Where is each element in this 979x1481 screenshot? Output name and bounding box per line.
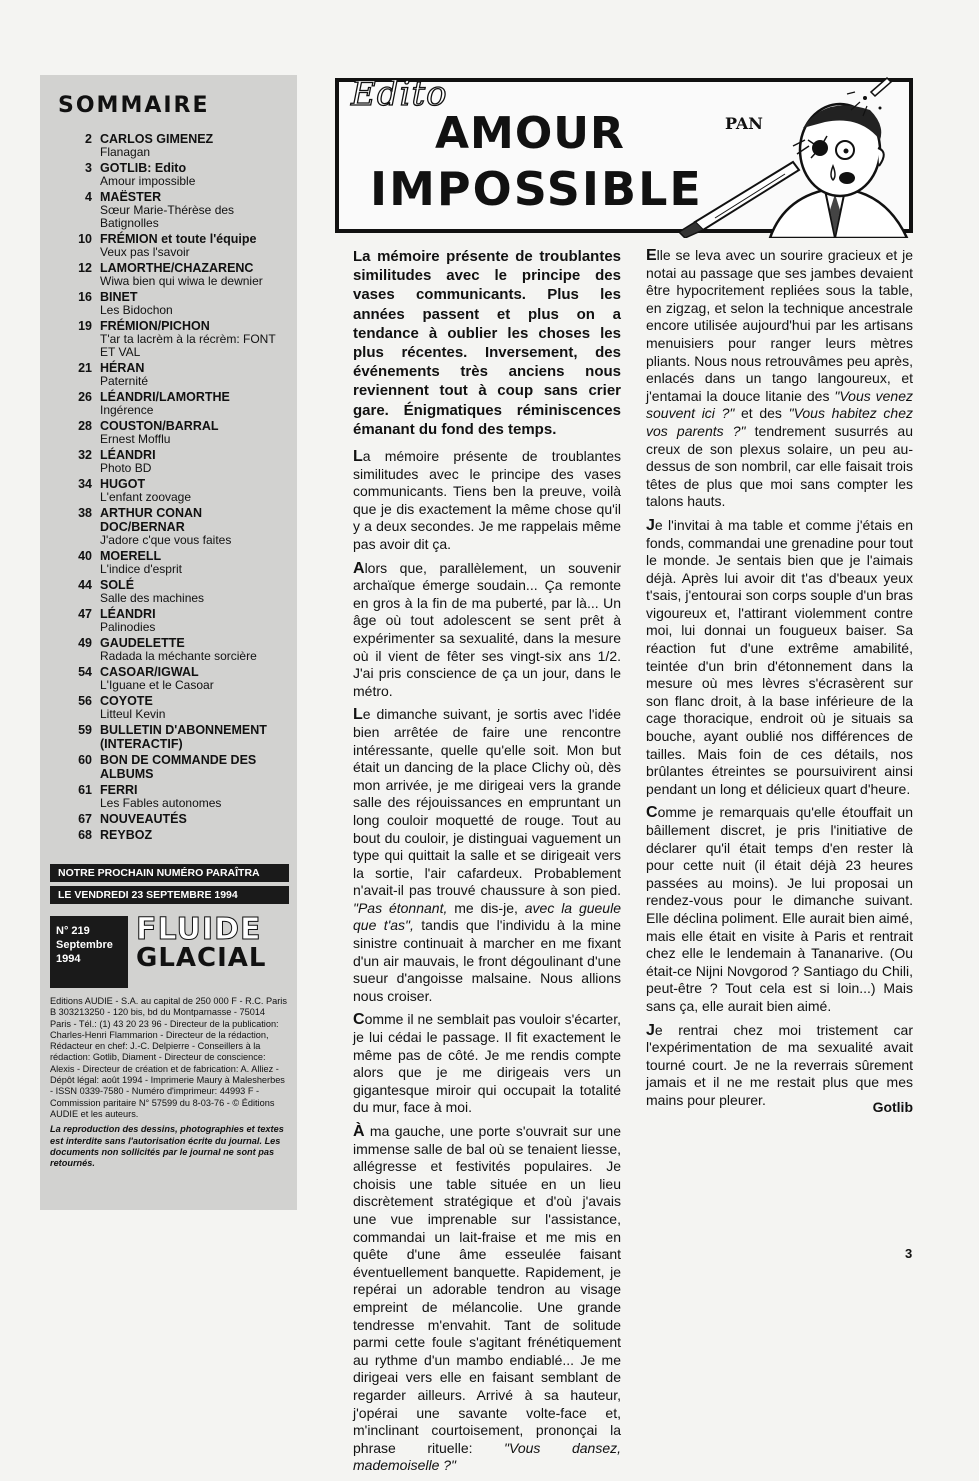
edito-header [335,70,913,238]
toc-subtitle: Amour impossible [100,174,196,188]
toc-page-number: 12 [78,261,92,275]
paragraph [353,448,621,554]
toc-page-number: 4 [85,190,92,204]
paragraph [646,1022,913,1110]
toc-author: LÉANDRI [100,607,156,621]
toc-author: MOERELL [100,549,162,563]
toc-page-number: 40 [78,549,92,563]
paragraph [646,804,913,1015]
toc-page-number: 47 [78,607,92,621]
toc-text [100,477,287,504]
toc-entry [58,319,287,359]
toc-author: REYBOZ [100,828,153,842]
quote: "Vous habitez chez vos parents ?" [646,405,913,439]
toc-subtitle: Ingérence [100,403,154,417]
headline-line-1: AMOUR [435,108,625,159]
toc-page-number: 38 [78,506,92,520]
dropcap: A [353,559,365,577]
next-issue-notice [50,864,289,904]
toc-page-number: 61 [78,783,92,797]
toc-author: GOTLIB: Edito [100,161,187,175]
toc-text [100,419,287,446]
toc-subtitle: Wiwa bien qui wiwa le dewnier [100,274,263,288]
toc-entry [58,477,287,504]
toc-text [100,694,287,721]
paragraph [353,1011,621,1117]
toc-subtitle: L'Iguane et le Casoar [100,678,214,692]
legal-text: Editions AUDIE - S.A. au capital de 250 000 F - R.C. Paris B 303213250 - 120 bis, bd du Montparnasse - 75014 Paris - Tél.: (1) 43 20 23 96 - Directeur de la publication: Charles-Henri Flammarion - Directeur de la rédaction, Rédacteur en chef: J.-C. Delpierre - Conseillers à la rédaction: Gotlib, Diament - Directeur de conscience: Alexis - Directeur de création et de fabrication: A. Alliez - Dépôt légal: août 1994 - Imprimerie Maury à Malesherbes - ISSN 0339-7580 - Numéro d'imprimeur: 44993 F - Commission paritaire N° 57599 du 8-03-76 - © Éditions AUDIE et les auteurs. [50,996,287,1119]
toc-entry [58,665,287,692]
article-lead: La mémoire présente de troublantes similitudes avec le principe des vases communicants. Plus les années passent et plus on a tendance à oublier les choses les plus récentes. Inversement, des événements très anciens nous reviennent tout à coup sans crier gare. Énigmatiques réminiscences émanant du fond des temps. [353,248,621,438]
toc-subtitle: Veux pas l'savoir [100,245,190,259]
toc-author: CARLOS GIMENEZ [100,132,214,146]
paragraph-text: lors que, parallèlement, un souvenir archaïque émerge soudain... Ça remonte en gros à la fin de ma puberté, par là... Un âge où tout adolescent se sent prêt à expérimenter sa sexualité, dans la mesure où il vient de fêter ses vingt-six ans 1/2. J'ai pris conscience de ça un jour, dans le métro. [353,559,621,699]
toc-entry [58,812,287,826]
toc-text [100,636,287,663]
paragraph-text: me dis-je, [454,899,525,916]
toc-author: SOLÉ [100,578,135,592]
toc-author: HUGOT [100,477,146,491]
toc-subtitle: J'adore c'que vous faites [100,533,232,547]
toc-text [100,753,287,781]
toc-page-number: 56 [78,694,92,708]
logo-bottom: GLACIAL [136,943,267,973]
toc-entry [58,578,287,605]
issue-row [50,912,287,988]
paragraph-text: tendrement susurrés au creux de son plexus solaire, un peu au-dessus de son nombril, car elle faisait trois têtes de plus que moi sans compter les talons hauts. [646,422,913,510]
toc-subtitle: Photo BD [100,461,152,475]
toc-author: BULLETIN D'ABONNEMENT (INTERACTIF) [100,723,267,751]
issue-number: N° 219 [56,925,90,937]
page-number: 3 [905,1246,913,1261]
toc-page-number: 54 [78,665,92,679]
toc-text [100,290,287,317]
toc-page-number: 60 [78,753,92,767]
toc-page-number: 26 [78,390,92,404]
toc-page-number: 16 [78,290,92,304]
paragraph [353,706,621,1005]
toc-subtitle: Palinodies [100,620,156,634]
author-signature: Gotlib [872,1098,913,1115]
quote: "Vous venez souvent ici ?" [646,387,914,422]
toc-text [100,506,287,547]
paragraph-text: e rentrai chez moi tristement car l'expérimentation de ma sexualité avait tourné court. Je ne la reverrais sûrement jamais et il ne me restait plus que mes mains pour pleurer. [646,1021,913,1108]
toc-entry [58,694,287,721]
toc-subtitle: L'indice d'esprit [100,562,182,576]
paragraph-text: lle se leva avec un sourire gracieux et je notai au passage que ses jambes devaient être hypocritement repliées sous la table, en zigzag, et selon la technique ancestrale encore utilisée aujourd'hui par les artisans menuisiers pour ranger leurs mètres pliants. Nous nous retrouvâmes peu après, enlacés dans un tango langoureux, et j'entamai la douce litanie des [646,247,913,404]
toc-text [100,261,287,288]
quote: "Pas étonnant, [353,899,455,916]
toc-subtitle: Radada la méchante sorcière [100,649,257,663]
toc-entry [58,390,287,417]
toc-author: FRÉMION/PICHON [100,319,210,333]
toc-page-number: 67 [78,812,92,826]
toc-author: MAËSTER [100,190,162,204]
paragraph-text: omme il ne semblait pas vouloir s'écarter, je lui cédai le passage. Il fit exactement le même pas de côté. Je me rendis compte alors que je me dirigeais vers un gigantesque miroir qui occupait la totalité du mur, face à moi. [353,1011,621,1116]
issue-month: Septembre [56,939,113,951]
toc-text [100,665,287,692]
toc-text [100,319,287,359]
toc-page-number: 44 [78,578,92,592]
dropcap: L [353,706,363,724]
toc-text [100,190,287,230]
toc-author: HÉRAN [100,361,145,375]
toc-subtitle: L'enfant zoovage [100,490,192,504]
toc-author: NOUVEAUTÉS [100,812,187,826]
toc-text [100,448,287,475]
toc-text [100,132,287,159]
toc-page-number: 3 [85,161,92,175]
next-issue-line-1: NOTRE PROCHAIN NUMÉRO PARAÎTRA [50,864,289,882]
headline-line-2: IMPOSSIBLE [370,162,703,216]
toc-entry [58,828,287,842]
toc-text [100,549,287,576]
pan-sound-effect: PAN [725,114,763,133]
toc-text [100,361,287,388]
legal-note: La reproduction des dessins, photographies et textes est interdite sans l'autorisation écrite du journal. Les documents non sollicités par le journal ne sont pas retournés. [50,1124,284,1169]
toc-author: CASOAR/IGWAL [100,665,199,679]
paragraph-text: e l'invitai à ma table et comme j'étais en fonds, commandai une grenadine pour tout le monde. Je sentais bien que je l'aimais déjà. Après lui avoir dit t'as d'beaux yeux t'sais, j'entourai son corps souple d'un bras vigoureux et, l'attirant violemment contre moi, lui donnai un fougueux baiser. Sa réaction fut d'une extrême amabilité, teintée d'un brin d'étonnement dans la mesure où mes lèvres s'écrasèrent sur son flanc droit, à la base inférieure de la cage thoracique, endroit où je situais sa bouche, ayant oublié nos différences de tailles. Mais foin de ces détails, nos brûlantes étreintes se poursuivirent ainsi pendant un long et délicieux quart d'heure. [646,516,913,797]
toc-entry [58,232,287,259]
article-column-left [353,247,621,1481]
toc-entry [58,506,287,547]
toc-author: FERRI [100,783,138,797]
toc-page-number: 32 [78,448,92,462]
toc-text [100,161,287,188]
toc-author: BINET [100,290,138,304]
legal-block [50,996,287,1169]
toc-subtitle: Les Bidochon [100,303,173,317]
toc-entry [58,783,287,810]
toc-list [58,132,287,842]
cartoon-illustration [675,70,915,238]
paragraph-text: omme je remarquais qu'elle étouffait un bâillement discret, je pris l'initiative de déclarer qu'il était temps d'en rester là pour cette nuit (il était déjà 23 heures passées au moins). Je lui proposai un rendez-vous pour le dimanche suivant. Elle déclina poliment. Elle aurait bien aimé, mais elle était en visite à Paris et rentrait chez elle le lendemain à Tananarive. (Ou était-ce Nijni Novgorod ? Santiago du Chili, peut-être ? Tout cela est si loin...) Mais sans ça, elle aurait bien aimé. [646,804,913,1014]
dropcap: C [353,1011,365,1029]
toc-entry [58,361,287,388]
dropcap: E [646,247,657,264]
toc-text [100,828,287,842]
toc-entry [58,132,287,159]
toc-entry [58,261,287,288]
toc-page-number: 34 [78,477,92,491]
toc-author: GAUDELETTE [100,636,185,650]
paragraph-text: a mémoire présente de troublantes similitudes avec le principe des vases communicants. Tiens ben la preuve, voilà que je dis exactement la même chose qu'il y a deux secondes. Je me rappelais même pas avoir dit ça. [353,448,621,552]
paragraph [646,247,913,511]
toc-subtitle: Les Fables autonomes [100,796,222,810]
paragraph [353,1123,621,1475]
toc-entry [58,190,287,230]
toc-page-number: 2 [85,132,92,146]
sommaire-box [40,75,297,1210]
paragraph-text: et des [734,405,789,422]
toc-text [100,232,287,259]
paragraph [646,517,913,799]
toc-subtitle: Ernest Mofflu [100,432,171,446]
toc-entry [58,161,287,188]
toc-entry [58,753,287,781]
toc-entry [58,636,287,663]
toc-entry [58,607,287,634]
toc-page-number: 10 [78,232,92,246]
issue-info-box [50,916,128,988]
toc-page-number: 28 [78,419,92,433]
toc-author: COUSTON/BARRAL [100,419,219,433]
fluide-glacial-logo [136,912,267,988]
toc-author: LÉANDRI [100,448,156,462]
toc-text [100,578,287,605]
issue-year: 1994 [56,953,81,965]
quote: "Vous dansez, mademoiselle ?" [353,1439,621,1474]
dropcap: À [353,1123,365,1140]
toc-author: COYOTE [100,694,153,708]
toc-author: BON DE COMMANDE DES ALBUMS [100,753,257,781]
toc-text [100,723,287,751]
paragraph-text: tandis que l'individu à la mine sinistre continuait à marcher en me fixant d'un air mauvais, le front dégoulinant d'une sueur d'angoisse malsaine. Nous allions nous croiser. [353,917,621,1004]
toc-author: LÉANDRI/LAMORTHE [100,390,230,404]
dropcap: L [353,448,363,466]
toc-page-number: 68 [78,828,92,842]
next-issue-line-2: LE VENDREDI 23 SEPTEMBRE 1994 [50,886,289,904]
toc-subtitle: Salle des machines [100,591,205,605]
toc-entry [58,419,287,446]
toc-page-number: 21 [78,361,92,375]
paragraph-text: e dimanche suivant, je sortis avec l'idée bien arrêtée de faire une rencontre intéressante, quelle qu'elle soit. Mon but était un dancing de la place Clichy où, dès mon arrivée, je me dirigeai vers la grande salle des réjouissances en empruntant un long couloir moquetté de rouge. Tout au bout du couloir, je distinguai vaguement un type qui quittait la salle et se dirigeait vers la sortie, l'air cafardeux. Probablement n'avait-il pas trouvé chaussure à son pied. [353,706,621,899]
toc-subtitle: Flanagan [100,145,151,159]
quote: avec la gueule que t'as", [353,899,621,934]
toc-text [100,390,287,417]
toc-text [100,607,287,634]
dropcap: C [646,804,658,822]
toc-author: LAMORTHE/CHAZARENC [100,261,254,275]
toc-author: FRÉMION et toute l'équipe [100,232,257,246]
toc-subtitle: Litteul Kevin [100,707,166,721]
toc-page-number: 19 [78,319,92,333]
paragraph-text: ma gauche, une porte s'ouvrait sur une immense salle de bal où se tenaient liesse, allégresse et festivités populaires. Je choisis une table située en un lieu discrètement stratégique et d'où j'avais une vue imprenable sur l'assistance, commandai un lait-fraise et me mis en quête d'une âme esseulée faisant éventuellement banquette. Rapidement, je repérai un adorable tendron au visage empreint de mélancolie. Une grande tendresse m'envahit. Tant de solitude parmi cette foule s'agitant frénétiquement au rythme d'un mambo endiablé... Je me dirigeai vers elle en faisant semblant de regarder ailleurs. Arrivé à sa hauteur, j'opérai une savante volte-face et, m'inclinant courtoisement, prononçai la phrase rituelle: [353,1123,621,1456]
toc-entry [58,448,287,475]
toc-page-number: 59 [78,723,92,737]
toc-author: ARTHUR CONAN DOC/BERNAR [100,506,203,534]
toc-subtitle: Sœur Marie-Thérèse des Batignolles [100,203,235,230]
toc-entry [58,549,287,576]
edito-label: Edito [351,74,448,114]
toc-text [100,812,287,826]
toc-entry [58,723,287,751]
sommaire-title: SOMMAIRE [58,93,210,118]
toc-text [100,783,287,810]
toc-subtitle: Paternité [100,374,149,388]
dropcap: J [646,516,655,534]
logo-top: FLUIDE [136,912,262,947]
dropcap: J [646,1021,655,1039]
paragraph [353,560,621,701]
article-column-right [646,247,913,1116]
toc-subtitle: T'ar ta lacrèm à la récrèm: FONT ET VAL [100,332,276,359]
toc-entry [58,290,287,317]
toc-page-number: 49 [78,636,92,650]
